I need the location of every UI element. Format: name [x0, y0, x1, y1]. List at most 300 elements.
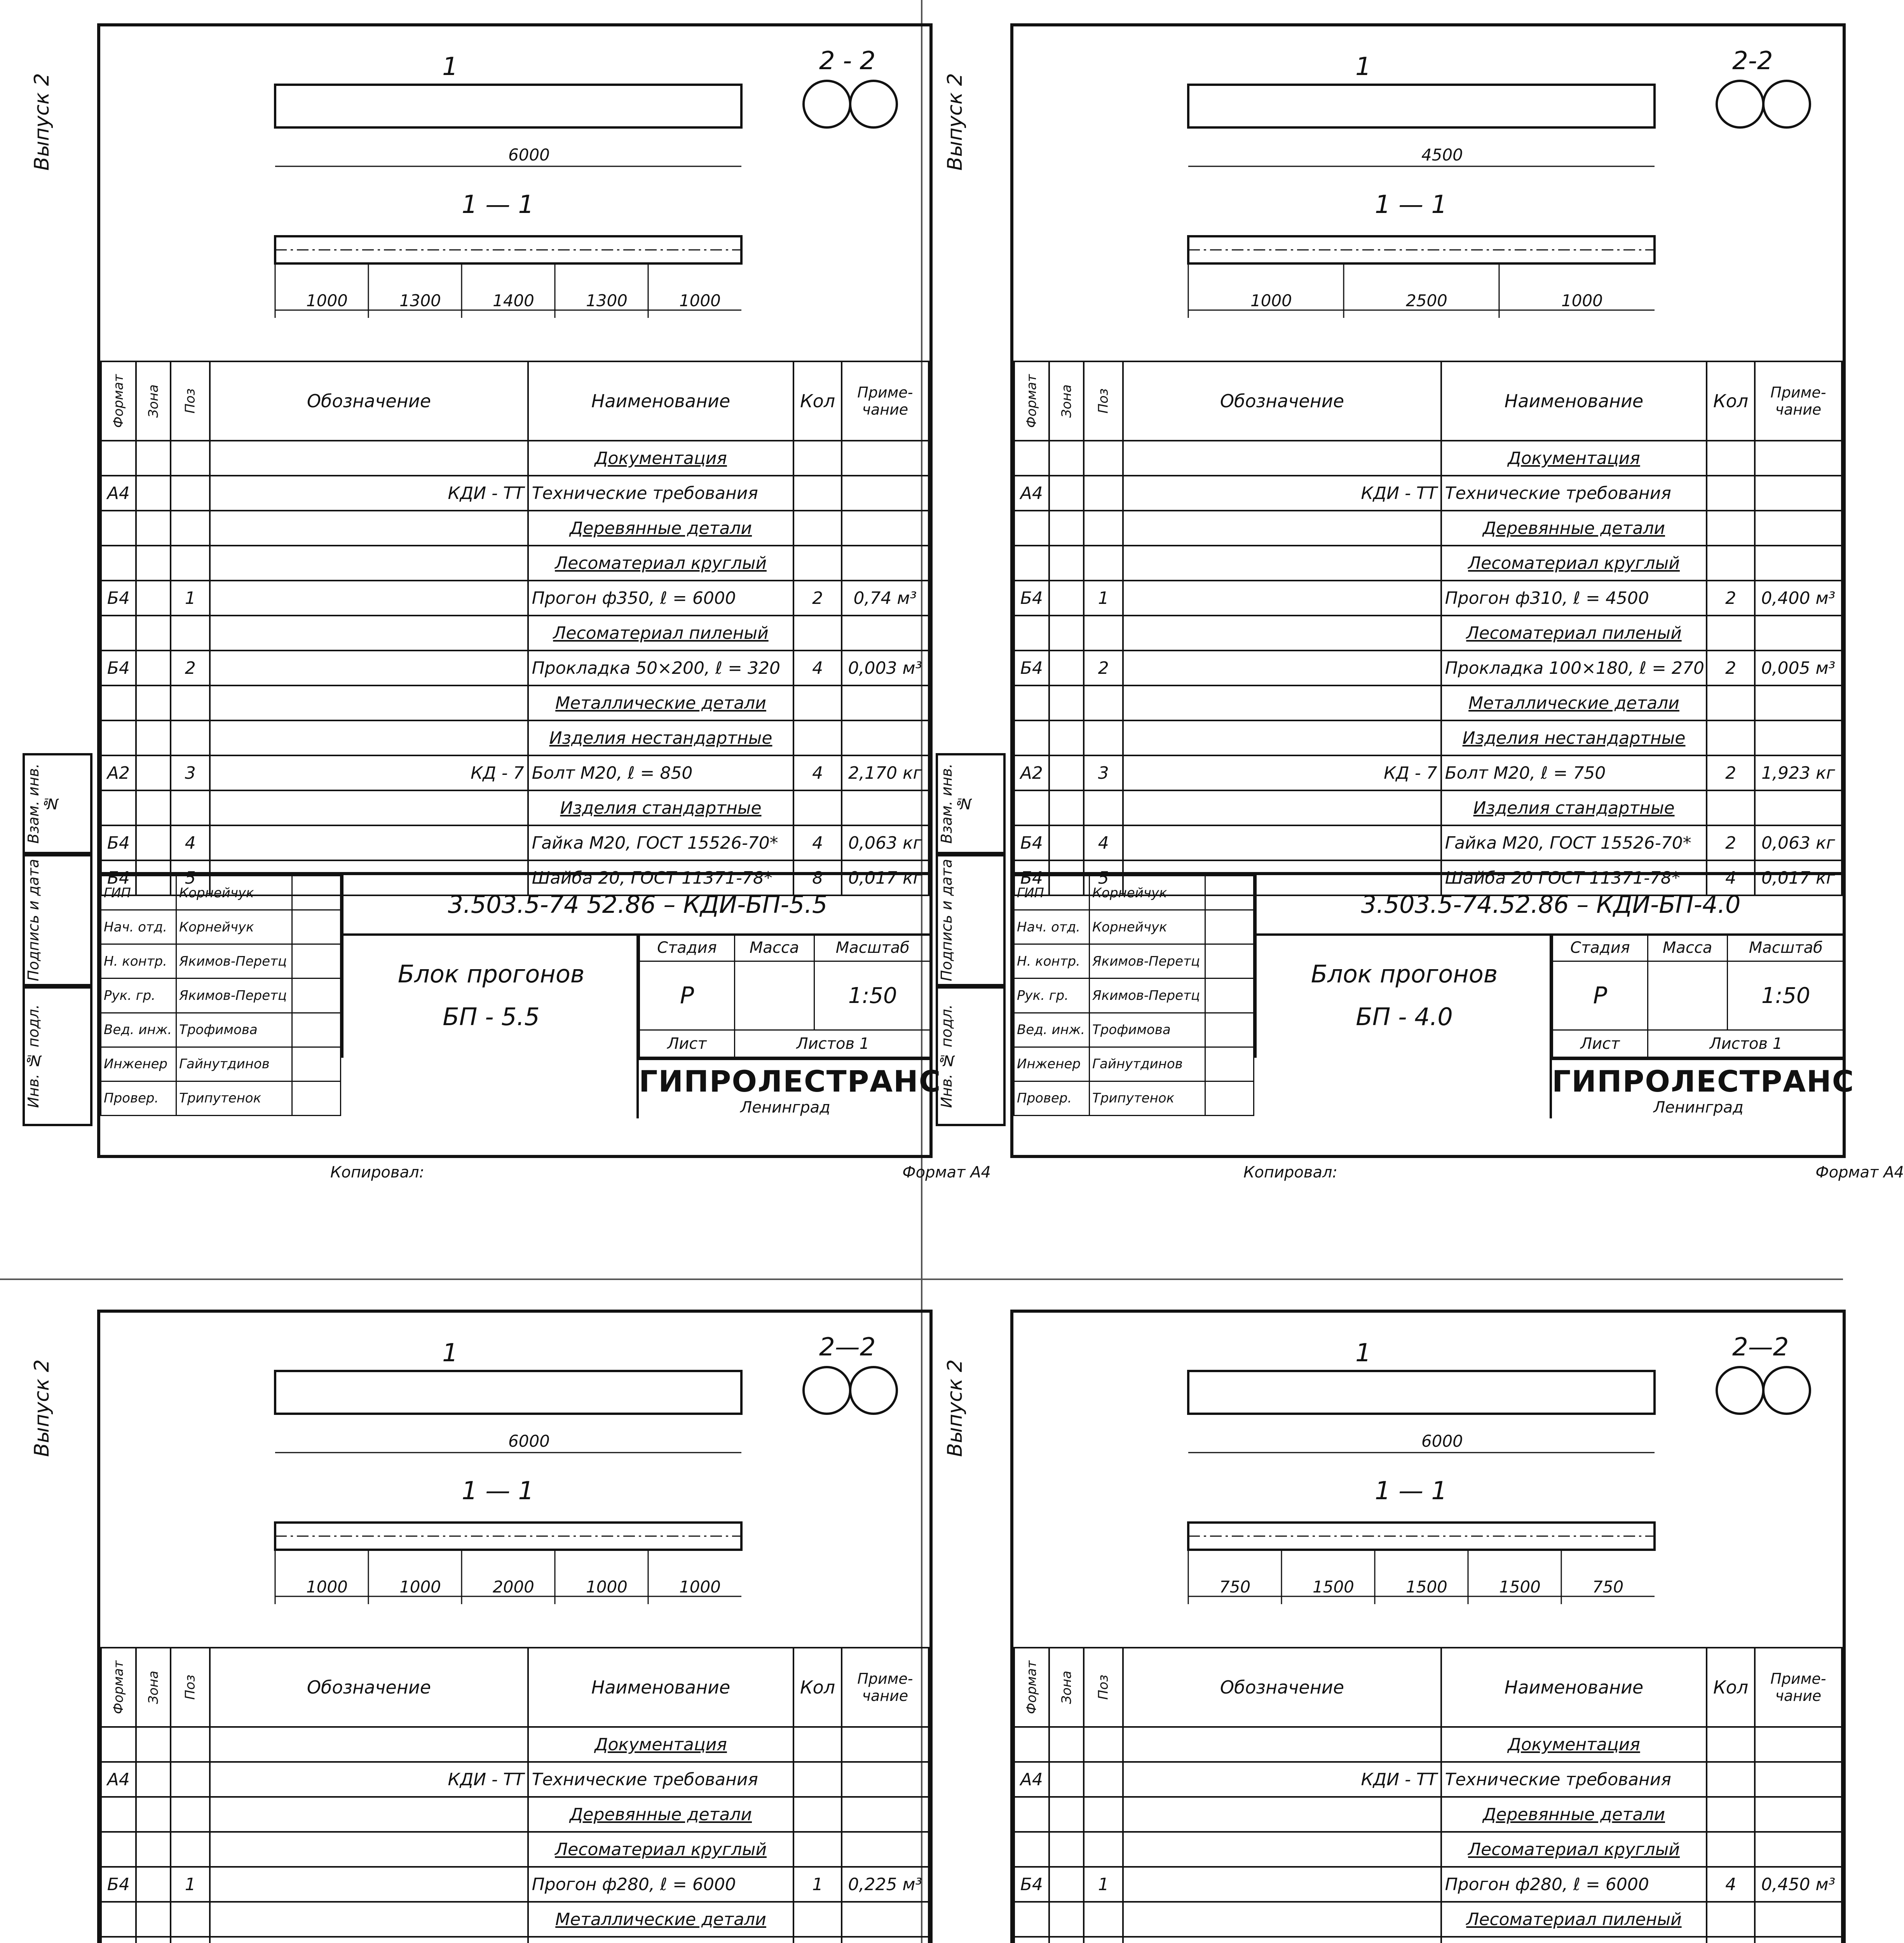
spec-cell-q [793, 685, 841, 720]
spec-cell-z [1049, 1727, 1084, 1762]
spec-cell-name: Лесоматериал пиленый [528, 616, 794, 651]
spec-cell-z [136, 546, 171, 581]
spec-cell-z [1049, 1937, 1084, 1943]
header-name: Наименование [1441, 1648, 1707, 1727]
spec-cell-name: Документация [528, 441, 794, 476]
staff-name: Трофимова [1090, 1013, 1205, 1047]
spec-cell-des [210, 651, 528, 685]
spec-cell-z [1049, 720, 1084, 755]
spec-cell-p: 1 [1084, 1867, 1123, 1902]
spec-cell-n [1755, 441, 1842, 476]
spec-row [101, 616, 929, 651]
staff-signature [292, 910, 341, 944]
mass-value [1648, 961, 1727, 1030]
spec-cell-z [1049, 1867, 1084, 1902]
spec-cell-name: Гайка М20, ГОСТ 15526-70* [1441, 825, 1707, 860]
spec-cell-n [842, 616, 929, 651]
staff-role: Н. контр. [1014, 944, 1090, 978]
spec-cell-q [1707, 1762, 1754, 1797]
section-b-label: 1 — 1 [1375, 190, 1447, 219]
section-a-label: 2—2 [1732, 1333, 1789, 1362]
beam-drawing [190, 1324, 928, 1647]
spec-cell-p [171, 1762, 210, 1797]
spec-cell-z [136, 1867, 171, 1902]
header-qty: Кол [1707, 1648, 1754, 1727]
spec-cell-f: Б4 [1014, 1867, 1049, 1902]
spec-cell-z [136, 1832, 171, 1867]
document-mark: БП - 4.0 [1356, 1003, 1453, 1031]
header-qty: Кол [793, 1648, 841, 1727]
section-b-label: 1 — 1 [462, 1477, 534, 1505]
spec-cell-f: Б4 [1014, 825, 1049, 860]
spec-cell-q [1707, 1727, 1754, 1762]
spec-cell-q [1707, 685, 1754, 720]
spec-cell-p [1084, 1727, 1123, 1762]
spec-cell-des [210, 511, 528, 546]
spec-cell-name: Изделия нестандартные [1441, 720, 1707, 755]
spec-cell-n [842, 1762, 929, 1797]
spec-cell-z [1049, 1832, 1084, 1867]
spec-row [1014, 790, 1842, 825]
spec-cell-des [1123, 790, 1441, 825]
spec-cell-p [1084, 790, 1123, 825]
spec-cell-f [101, 1902, 136, 1937]
spec-cell-f: А4 [101, 476, 136, 511]
spec-row [1014, 1762, 1842, 1797]
spec-cell-des: КД - 7 [1123, 755, 1441, 790]
stage-value: Р [640, 961, 735, 1030]
spec-cell-z [136, 1727, 171, 1762]
beam-drawing [1103, 38, 1841, 361]
spec-cell-q [793, 1902, 841, 1937]
stage-label: Стадия [1553, 934, 1648, 961]
spec-cell-n: 0,74 м³ [842, 581, 929, 616]
issue-label: Выпуск 2 [30, 1359, 54, 1457]
staff-row [1014, 944, 1254, 978]
spec-cell-f [101, 441, 136, 476]
spec-cell-z [1049, 755, 1084, 790]
spec-cell-z [1049, 511, 1084, 546]
specification-table [1013, 1647, 1843, 1943]
side-stamp-sign [23, 854, 92, 986]
spec-cell-z [136, 790, 171, 825]
spec-cell-des: КДИ - ТТ [210, 1762, 528, 1797]
staff-name: Якимов-Перетц [1090, 944, 1205, 978]
spec-cell-des [1123, 825, 1441, 860]
spec-cell-p [171, 790, 210, 825]
staff-signature [1205, 1013, 1254, 1047]
spec-cell-p [171, 1937, 210, 1943]
document-name [341, 933, 639, 1058]
header-note: Приме- чание [1755, 361, 1842, 441]
spec-cell-p [171, 1832, 210, 1867]
title-block [1013, 872, 1855, 1116]
spec-cell-n [842, 1797, 929, 1832]
spec-cell-des: КД - 7 [210, 755, 528, 790]
header-format: Формат [1014, 1648, 1049, 1727]
spec-cell-n [842, 546, 929, 581]
staff-signature [292, 1013, 341, 1047]
section-b-label: 1 — 1 [1375, 1477, 1447, 1505]
spec-cell-q [1707, 616, 1754, 651]
spec-cell-name: Прогон ф280, ℓ = 6000 [528, 1867, 794, 1902]
spec-cell-q [793, 441, 841, 476]
spec-cell-q: 4 [793, 755, 841, 790]
spec-cell-des [210, 685, 528, 720]
spec-row [101, 825, 929, 860]
section-2-2 [1717, 47, 1810, 127]
spec-cell-name: Технические требования [528, 476, 794, 511]
sheet-frame [943, 1310, 1846, 1943]
beam-drawing [190, 38, 928, 361]
spec-cell-z [136, 720, 171, 755]
spec-cell-z [1049, 1797, 1084, 1832]
title-block [100, 872, 942, 1116]
specification-table [1013, 361, 1843, 896]
spec-cell-n [1755, 1832, 1842, 1867]
header-zone: Зона [136, 1648, 171, 1727]
staff-role: ГИП [101, 876, 176, 910]
spec-cell-des: КДИ - ТТ [210, 476, 528, 511]
spec-cell-des [1123, 581, 1441, 616]
spec-cell-q [1707, 790, 1754, 825]
bottom-dim: 1000 [679, 1577, 721, 1596]
staff-row [101, 910, 341, 944]
spec-cell-name: Металлические детали [1441, 685, 1707, 720]
sheet-footer [330, 1163, 991, 1181]
spec-cell-des [1123, 546, 1441, 581]
spec-cell-q [793, 790, 841, 825]
header-designation: Обозначение [1123, 1648, 1441, 1727]
spec-cell-n [842, 1727, 929, 1762]
spec-row [1014, 581, 1842, 616]
spec-row [1014, 1867, 1842, 1902]
callout-1: 1 [1355, 52, 1371, 81]
spec-row [101, 1867, 929, 1902]
organization-city: Ленинград [740, 1099, 830, 1116]
spec-cell-f [1014, 790, 1049, 825]
spec-cell-des [1123, 1727, 1441, 1762]
drawing-sheet-2 [938, 23, 1904, 1197]
header-note: Приме- чание [842, 361, 929, 441]
spec-cell-des [1123, 441, 1441, 476]
header-qty: Кол [1707, 361, 1754, 441]
spec-cell-f [101, 1832, 136, 1867]
spec-cell-f: А2 [1014, 755, 1049, 790]
staff-table [100, 875, 341, 1116]
spec-cell-z [136, 651, 171, 685]
document-mark: БП - 5.5 [443, 1003, 540, 1031]
sheet-footer [1243, 1163, 1904, 1181]
format-label: Формат А4 [1815, 1163, 1904, 1181]
spec-row [1014, 616, 1842, 651]
spec-row [101, 546, 929, 581]
spec-cell-q [1707, 1797, 1754, 1832]
callout-1: 1 [442, 52, 458, 81]
staff-row [1014, 1047, 1254, 1081]
side-stamp-sign [936, 854, 1006, 986]
spec-cell-n: 0,450 м³ [1755, 1867, 1842, 1902]
scale-value: 1:50 [1727, 961, 1844, 1030]
staff-row [101, 1013, 341, 1047]
section-a-label: 2—2 [819, 1333, 876, 1362]
spec-cell-z [136, 1762, 171, 1797]
staff-name: Гайнутдинов [1090, 1047, 1205, 1081]
spec-cell-f [1014, 441, 1049, 476]
spec-cell-z [136, 755, 171, 790]
spec-cell-des [1123, 1867, 1441, 1902]
spec-cell-des [210, 720, 528, 755]
spec-cell-des [1123, 1832, 1441, 1867]
header-designation: Обозначение [1123, 361, 1441, 441]
header-pos: Поз [1084, 361, 1123, 441]
callout-1: 1 [442, 1339, 458, 1367]
spec-cell-des [210, 546, 528, 581]
staff-signature [292, 978, 341, 1013]
spec-cell-name: Прогон ф280, ℓ = 6000 [1441, 1867, 1707, 1902]
spec-cell-name: Лесоматериал круглый [1441, 1832, 1707, 1867]
spec-cell-n: 0,063 кг [842, 825, 929, 860]
header-designation: Обозначение [210, 1648, 528, 1727]
spec-cell-p [1084, 1797, 1123, 1832]
spec-cell-n [842, 685, 929, 720]
side-view [1188, 1339, 1655, 1453]
spec-cell-name: Прокладка 100×180, ℓ = 270 [1441, 651, 1707, 685]
issue-label: Выпуск 2 [943, 73, 967, 171]
spec-row [101, 651, 929, 685]
sheet-frame [30, 1310, 933, 1943]
issue-label: Выпуск 2 [30, 73, 54, 171]
spec-cell-f: Б4 [1014, 651, 1049, 685]
staff-signature [292, 1047, 341, 1081]
spec-row [101, 685, 929, 720]
staff-row [1014, 1081, 1254, 1115]
bottom-dim: 1300 [586, 291, 628, 310]
spec-row [101, 1832, 929, 1867]
spec-cell-p [1084, 616, 1123, 651]
side-view [275, 52, 741, 166]
spec-cell-des [1123, 511, 1441, 546]
spec-cell-name: Шайба 20, ГОСТ 11371-78* [528, 860, 794, 895]
length-dim: 6000 [508, 1432, 550, 1451]
spec-cell-z [1049, 825, 1084, 860]
staff-row [1014, 910, 1254, 944]
spec-cell-q [1707, 1902, 1754, 1937]
spec-cell-q [793, 511, 841, 546]
side-stamp-podl [23, 986, 92, 1126]
spec-cell-p: 2 [1084, 651, 1123, 685]
spec-cell-n [1755, 511, 1842, 546]
document-title: Блок прогонов [398, 960, 585, 988]
header-name: Наименование [528, 1648, 794, 1727]
spec-cell-z [1049, 616, 1084, 651]
spec-cell-des [210, 1832, 528, 1867]
bottom-dim: 1000 [306, 291, 348, 310]
bottom-dim: 1400 [493, 291, 534, 310]
spec-row [101, 720, 929, 755]
spec-row [101, 755, 929, 790]
header-note: Приме- чание [1755, 1648, 1842, 1727]
spec-row [1014, 755, 1842, 790]
spec-cell-z [1049, 441, 1084, 476]
document-code: 3.503.5-74 52.86 – КДИ-БП-5.5 [341, 875, 932, 936]
staff-name: Корнейчук [1090, 910, 1205, 944]
spec-cell-q: 4 [1707, 860, 1754, 895]
spec-row [1014, 685, 1842, 720]
document-title: Блок прогонов [1311, 960, 1498, 988]
spec-cell-des [1123, 651, 1441, 685]
spec-cell-f [1014, 1727, 1049, 1762]
staff-signature [1205, 944, 1254, 978]
spec-cell-z [1049, 790, 1084, 825]
side-label-sign: Подпись и дата [938, 859, 955, 982]
spec-row [1014, 651, 1842, 685]
spec-cell-p [171, 476, 210, 511]
meta-block [1550, 933, 1845, 1058]
spec-cell-name: Прогон ф310, ℓ = 4500 [1441, 581, 1707, 616]
staff-name: Трипутенок [1090, 1081, 1205, 1115]
spec-cell-z [136, 1797, 171, 1832]
spec-row [101, 1797, 929, 1832]
staff-name: Корнейчук [176, 876, 292, 910]
spec-cell-n [1755, 790, 1842, 825]
spec-row [101, 1902, 929, 1937]
header-zone: Зона [1049, 1648, 1084, 1727]
staff-name: Гайнутдинов [176, 1047, 292, 1081]
spec-cell-f: А4 [1014, 476, 1049, 511]
spec-cell-p [1084, 511, 1123, 546]
spec-cell-p [171, 720, 210, 755]
spec-cell-z [1049, 1762, 1084, 1797]
mass-value [734, 961, 814, 1030]
spec-cell-f [1014, 1902, 1049, 1937]
spec-cell-n [1755, 685, 1842, 720]
bottom-dim: 1500 [1499, 1577, 1541, 1596]
spec-cell-q: 4 [1707, 1867, 1754, 1902]
spec-cell-name: Гайка М20, ГОСТ 15526-70* [528, 825, 794, 860]
spec-cell-name: Металлические детали [528, 1902, 794, 1937]
staff-signature [1205, 910, 1254, 944]
spec-cell-z [136, 685, 171, 720]
spec-cell-p [171, 511, 210, 546]
side-stamp-podl [936, 986, 1006, 1126]
spec-cell-q [1707, 476, 1754, 511]
spec-cell-f [101, 1727, 136, 1762]
spec-cell-name: Деревянные детали [528, 1797, 794, 1832]
spec-cell-p: 1 [171, 581, 210, 616]
staff-name: Якимов-Перетц [1090, 978, 1205, 1013]
organization-block [1550, 1058, 1855, 1118]
spec-cell-q [1707, 1832, 1754, 1867]
spec-cell-z [136, 441, 171, 476]
staff-role: ГИП [1014, 876, 1090, 910]
spec-cell-p [1084, 685, 1123, 720]
staff-name: Трофимова [176, 1013, 292, 1047]
spec-cell-p [171, 441, 210, 476]
bottom-dim: 1000 [399, 1577, 441, 1596]
drawing-sheet-3 [30, 1310, 933, 1943]
spec-cell-name: Болт М20, ℓ = 750 [1441, 755, 1707, 790]
spec-cell-z [1049, 476, 1084, 511]
spec-cell-des [1123, 720, 1441, 755]
spec-row [1014, 441, 1842, 476]
spec-cell-p [171, 685, 210, 720]
spec-cell-n [1755, 1937, 1842, 1943]
spec-cell-name: Лесоматериал пиленый [1441, 616, 1707, 651]
staff-role: Провер. [1014, 1081, 1090, 1115]
spec-cell-name: Металлические детали [528, 685, 794, 720]
spec-cell-z [1049, 1902, 1084, 1937]
spec-cell-z [136, 825, 171, 860]
header-pos: Поз [171, 361, 210, 441]
staff-row [1014, 1013, 1254, 1047]
spec-cell-q [1707, 546, 1754, 581]
spec-row [1014, 720, 1842, 755]
scale-label: Масштаб [814, 934, 931, 961]
spec-cell-des [210, 790, 528, 825]
copied-label: Копировал: [1243, 1163, 1338, 1181]
spec-cell-q: 8 [793, 860, 841, 895]
spec-cell-f [1014, 1832, 1049, 1867]
mass-label: Масса [1648, 934, 1727, 961]
side-stamp-vzam [936, 753, 1006, 854]
side-stamp-vzam [23, 753, 92, 854]
spec-cell-n [842, 441, 929, 476]
spec-cell-q [793, 616, 841, 651]
spec-cell-q: 2 [1707, 825, 1754, 860]
spec-cell-des [210, 825, 528, 860]
issue-label: Выпуск 2 [943, 1359, 967, 1457]
bottom-dim: 2500 [1406, 291, 1447, 310]
spec-cell-des [210, 1797, 528, 1832]
spec-cell-f: Б4 [101, 581, 136, 616]
staff-role: Провер. [101, 1081, 176, 1115]
spec-cell-f [101, 511, 136, 546]
spec-cell-z [136, 476, 171, 511]
staff-name: Якимов-Перетц [176, 978, 292, 1013]
stage-value: Р [1553, 961, 1648, 1030]
bottom-dim: 1500 [1313, 1577, 1354, 1596]
staff-role: Вед. инж. [101, 1013, 176, 1047]
organization-name: ГИПРОЛЕСТРАНС [639, 1064, 942, 1099]
bottom-dim: 1000 [586, 1577, 628, 1596]
spec-cell-n [1755, 720, 1842, 755]
spec-cell-n [1755, 1727, 1842, 1762]
staff-signature [292, 1081, 341, 1115]
spec-cell-name: Изделия стандартные [528, 790, 794, 825]
document-code: 3.503.5-74.52.86 – КДИ-БП-4.0 [1254, 875, 1845, 936]
organization-block [636, 1058, 942, 1118]
spec-row [101, 441, 929, 476]
spec-cell-name: Технические требования [1441, 1762, 1707, 1797]
spec-row [1014, 825, 1842, 860]
spec-cell-name [1441, 1937, 1707, 1943]
drawing-sheet-1 [25, 23, 991, 1197]
header-format: Формат [101, 361, 136, 441]
plan-view [1188, 1477, 1655, 1604]
spec-cell-n [1755, 1902, 1842, 1937]
spec-row [1014, 1937, 1842, 1943]
spec-row [1014, 1797, 1842, 1832]
spec-cell-q [793, 720, 841, 755]
spec-cell-n: 1,923 кг [1755, 755, 1842, 790]
header-pos: Поз [1084, 1648, 1123, 1727]
spec-cell-name: Изделия стандартные [1441, 790, 1707, 825]
spec-cell-q [1707, 1937, 1754, 1943]
spec-cell-z [136, 616, 171, 651]
spec-cell-n [1755, 476, 1842, 511]
spec-row [101, 476, 929, 511]
